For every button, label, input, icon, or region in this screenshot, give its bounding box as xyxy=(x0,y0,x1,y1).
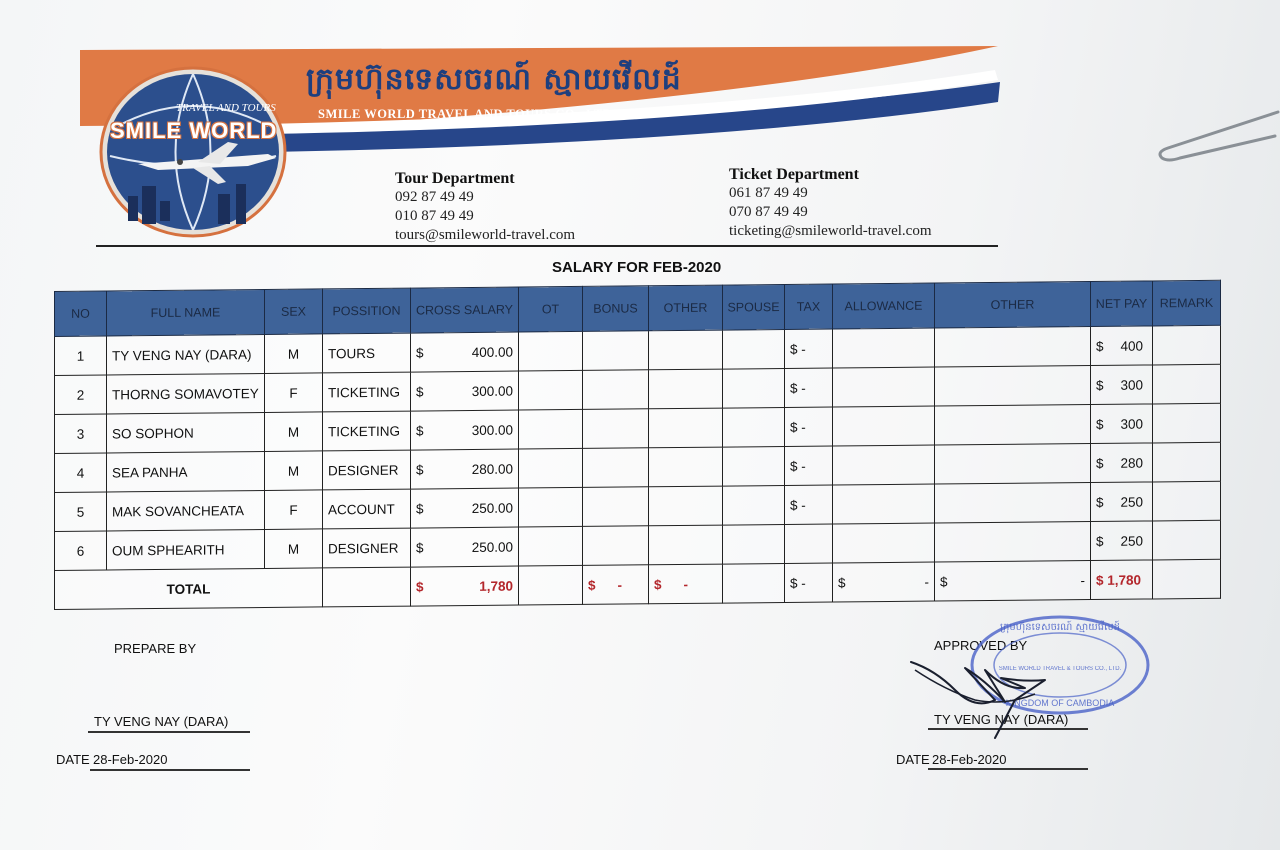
row-net-currency: $ xyxy=(1096,494,1104,510)
col-header-full-name: FULL NAME xyxy=(107,289,265,336)
row-other-2 xyxy=(935,483,1091,523)
row-salary-cell xyxy=(411,371,519,411)
row-allowance xyxy=(833,445,935,485)
approve-date-label: DATE xyxy=(896,752,930,767)
row-tax-currency: $ xyxy=(790,458,798,474)
col-header-ot: OT xyxy=(519,286,583,332)
row-other-2 xyxy=(935,444,1091,484)
total-tax-cell xyxy=(785,563,833,602)
prepare-name: TY VENG NAY (DARA) xyxy=(94,714,229,729)
row-tax-cell xyxy=(785,446,833,485)
row-tax-currency: $ xyxy=(790,497,798,513)
total-other2-currency: $ xyxy=(940,573,948,589)
row-sex: M xyxy=(265,529,323,569)
row-net-cell xyxy=(1091,365,1153,405)
total-spouse-cell xyxy=(723,563,785,603)
col-header-net-pay: NET PAY xyxy=(1091,281,1153,327)
row-other xyxy=(649,369,723,409)
row-salary-cell xyxy=(411,449,519,489)
total-bonus-currency: $ xyxy=(588,577,596,593)
row-net: 300 xyxy=(1120,377,1143,393)
row-allowance xyxy=(833,484,935,524)
row-salary-cell xyxy=(411,332,519,372)
row-net-cell xyxy=(1091,521,1153,561)
row-other xyxy=(649,447,723,487)
row-no: 6 xyxy=(55,531,107,570)
total-label: TOTAL xyxy=(55,568,323,610)
row-position: TOURS xyxy=(323,333,411,373)
row-position: TICKETING xyxy=(323,411,411,451)
total-salary-currency: $ xyxy=(416,578,424,595)
logo-name: SMILE WORLD xyxy=(110,118,278,143)
row-sex: M xyxy=(265,451,323,491)
row-remark xyxy=(1153,481,1221,521)
row-sex: M xyxy=(265,334,323,374)
prepare-date-line xyxy=(90,769,250,771)
row-bonus xyxy=(583,409,649,449)
row-other-2 xyxy=(935,405,1091,445)
row-spouse xyxy=(723,329,785,369)
row-salary: 300.00 xyxy=(471,383,513,399)
col-header-spouse: SPOUSE xyxy=(723,284,785,330)
tour-department-title: Tour Department xyxy=(395,170,515,187)
row-net: 400 xyxy=(1120,338,1143,354)
total-allowance-cell xyxy=(833,562,935,602)
total-other-currency: $ xyxy=(654,576,662,592)
total-other-cell xyxy=(649,564,723,604)
col-header-position: POSSITION xyxy=(323,288,411,334)
row-bonus xyxy=(583,487,649,527)
col-header-tax: TAX xyxy=(785,284,833,329)
row-net-currency: $ xyxy=(1096,533,1104,549)
row-other-2 xyxy=(935,327,1091,367)
row-tax-cell xyxy=(785,329,833,368)
row-spouse xyxy=(723,407,785,447)
salary-table xyxy=(54,280,1221,610)
row-position: TICKETING xyxy=(323,372,411,412)
row-allowance xyxy=(833,406,935,446)
row-salary-cell xyxy=(411,527,519,567)
row-spouse xyxy=(723,446,785,486)
ticket-department-title: Ticket Department xyxy=(729,166,859,183)
approve-date: 28-Feb-2020 xyxy=(932,752,1007,767)
row-allowance xyxy=(833,523,935,563)
row-salary-currency: $ xyxy=(416,344,424,361)
sheet-title: SALARY FOR FEB-2020 xyxy=(552,259,722,276)
row-net: 300 xyxy=(1120,416,1143,432)
col-header-remark: REMARK xyxy=(1153,280,1221,326)
row-other-2 xyxy=(935,366,1091,406)
total-salary: 1,780 xyxy=(479,578,513,594)
row-position: ACCOUNT xyxy=(323,489,411,529)
total-bonus: - xyxy=(617,577,623,593)
row-tax: - xyxy=(801,458,806,474)
tour-department xyxy=(395,169,575,245)
total-net-currency: $ xyxy=(1096,572,1104,588)
row-ot xyxy=(519,409,583,449)
row-other xyxy=(649,486,723,526)
row-full-name: MAK SOVANCHEATA xyxy=(107,490,265,531)
approve-date-line xyxy=(928,768,1088,770)
company-english-name: SMILE WORLD TRAVEL AND TOURS CO., LTD xyxy=(318,107,613,121)
row-tax-currency: $ xyxy=(790,341,798,357)
row-other xyxy=(649,525,723,565)
approve-name: TY VENG NAY (DARA) xyxy=(934,712,1069,727)
row-no: 5 xyxy=(55,492,107,531)
row-net-cell xyxy=(1091,404,1153,444)
prepare-name-line xyxy=(88,731,250,733)
tour-phone-2: 010 87 49 49 xyxy=(395,208,474,224)
row-tax: - xyxy=(801,341,806,357)
row-ot xyxy=(519,370,583,410)
row-ot xyxy=(519,448,583,488)
row-remark xyxy=(1153,442,1221,482)
total-remark-cell xyxy=(1153,559,1221,599)
col-header-other-2: OTHER xyxy=(935,282,1091,328)
row-bonus xyxy=(583,331,649,371)
total-bonus-cell xyxy=(583,565,649,605)
tour-email: tours@smileworld-travel.com xyxy=(395,227,576,243)
total-net: 1,780 xyxy=(1107,572,1142,588)
row-ot xyxy=(519,331,583,371)
stamp-text-bottom: KINGDOM OF CAMBODIA xyxy=(1005,698,1115,708)
row-spouse xyxy=(723,485,785,525)
row-tax-cell xyxy=(785,368,833,407)
total-position-cell xyxy=(323,567,411,607)
row-no: 2 xyxy=(55,375,107,414)
row-remark xyxy=(1153,403,1221,443)
row-full-name: TY VENG NAY (DARA) xyxy=(107,334,265,375)
total-allowance: - xyxy=(924,574,929,590)
row-salary-cell xyxy=(411,410,519,450)
row-bonus xyxy=(583,370,649,410)
row-full-name: SEA PANHA xyxy=(107,451,265,492)
row-sex: M xyxy=(265,412,323,452)
row-salary: 400.00 xyxy=(471,344,513,360)
ticket-phone-1: 061 87 49 49 xyxy=(729,185,808,201)
stamp-text-mid: SMILE WORLD TRAVEL & TOURS CO., LTD. xyxy=(998,666,1122,672)
row-spouse xyxy=(723,368,785,408)
row-salary: 280.00 xyxy=(471,461,513,477)
row-tax-cell xyxy=(785,485,833,524)
row-net-currency: $ xyxy=(1096,377,1104,393)
row-bonus xyxy=(583,448,649,488)
prepare-date: 28-Feb-2020 xyxy=(93,752,168,767)
col-header-allowance: ALLOWANCE xyxy=(833,283,935,329)
row-net: 250 xyxy=(1120,533,1143,549)
row-net-cell xyxy=(1091,326,1153,366)
ticket-phone-2: 070 87 49 49 xyxy=(729,204,808,220)
paper-clip-icon xyxy=(1150,108,1280,168)
row-other xyxy=(649,330,723,370)
row-net-currency: $ xyxy=(1096,455,1104,471)
total-ot-cell xyxy=(519,565,583,605)
prepare-label: PREPARE BY xyxy=(114,641,197,656)
row-position: DESIGNER xyxy=(323,450,411,490)
row-salary-currency: $ xyxy=(416,383,424,400)
row-no: 4 xyxy=(55,453,107,492)
row-net: 280 xyxy=(1120,455,1143,471)
row-other-2 xyxy=(935,522,1091,562)
total-other: - xyxy=(683,576,689,592)
row-full-name: SO SOPHON xyxy=(107,412,265,453)
row-salary: 250.00 xyxy=(471,539,513,555)
col-header-cross-salary: CROSS SALARY xyxy=(411,287,519,333)
row-remark xyxy=(1153,520,1221,560)
row-net: 250 xyxy=(1120,494,1143,510)
row-full-name: THORNG SOMAVOTEY xyxy=(107,373,265,414)
row-remark xyxy=(1153,325,1221,365)
row-sex: F xyxy=(265,373,323,413)
total-net-cell xyxy=(1091,560,1153,600)
row-salary-currency: $ xyxy=(416,461,424,478)
total-allowance-currency: $ xyxy=(838,574,846,590)
stamp-text-top: ក្រុមហ៊ុនទេសចរណ៍ ស្មាយវើលដ៍ xyxy=(1000,622,1120,633)
row-allowance xyxy=(833,328,935,368)
row-net-currency: $ xyxy=(1096,338,1104,354)
row-spouse xyxy=(723,524,785,564)
row-salary: 300.00 xyxy=(471,422,513,438)
col-header-no: NO xyxy=(55,291,107,336)
row-no: 3 xyxy=(55,414,107,453)
total-tax-currency: $ xyxy=(790,575,798,591)
row-net-cell xyxy=(1091,482,1153,522)
row-tax: - xyxy=(801,497,806,513)
row-net-currency: $ xyxy=(1096,416,1104,432)
row-ot xyxy=(519,526,583,566)
row-tax-cell xyxy=(785,524,833,563)
row-tax: - xyxy=(801,419,806,435)
ticket-email: ticketing@smileworld-travel.com xyxy=(729,223,932,239)
col-header-sex: SEX xyxy=(265,289,323,335)
row-position: DESIGNER xyxy=(323,528,411,568)
logo-tagline: TRAVEL AND TOURS xyxy=(176,102,276,114)
row-bonus xyxy=(583,526,649,566)
company-logo xyxy=(98,66,288,238)
tour-phone-1: 092 87 49 49 xyxy=(395,189,474,205)
company-khmer-name: ក្រុមហ៊ុនទេសចរណ៍ ស្មាយវើលដ៍ xyxy=(306,62,682,97)
row-net-cell xyxy=(1091,443,1153,483)
row-salary-currency: $ xyxy=(416,539,424,556)
col-header-bonus: BONUS xyxy=(583,286,649,332)
row-tax-currency: $ xyxy=(790,419,798,435)
prepare-date-label: DATE xyxy=(56,752,90,767)
total-other2-cell xyxy=(935,561,1091,601)
total-salary-cell xyxy=(411,566,519,606)
total-tax: - xyxy=(801,575,806,591)
row-salary-currency: $ xyxy=(416,422,424,439)
row-allowance xyxy=(833,367,935,407)
row-tax: - xyxy=(801,380,806,396)
row-tax-cell xyxy=(785,407,833,446)
row-remark xyxy=(1153,364,1221,404)
row-salary-cell xyxy=(411,488,519,528)
row-full-name: OUM SPHEARITH xyxy=(107,529,265,570)
ticket-department xyxy=(729,165,932,241)
approve-label: APPROVED BY xyxy=(934,638,1028,653)
row-tax-currency: $ xyxy=(790,380,798,396)
row-salary: 250.00 xyxy=(471,500,513,516)
row-sex: F xyxy=(265,490,323,530)
row-other xyxy=(649,408,723,448)
row-ot xyxy=(519,487,583,527)
header-divider xyxy=(96,245,998,247)
row-no: 1 xyxy=(55,336,107,375)
col-header-other: OTHER xyxy=(649,285,723,331)
total-other2: - xyxy=(1080,572,1085,588)
row-salary-currency: $ xyxy=(416,500,424,517)
approval-signature xyxy=(905,640,1065,740)
